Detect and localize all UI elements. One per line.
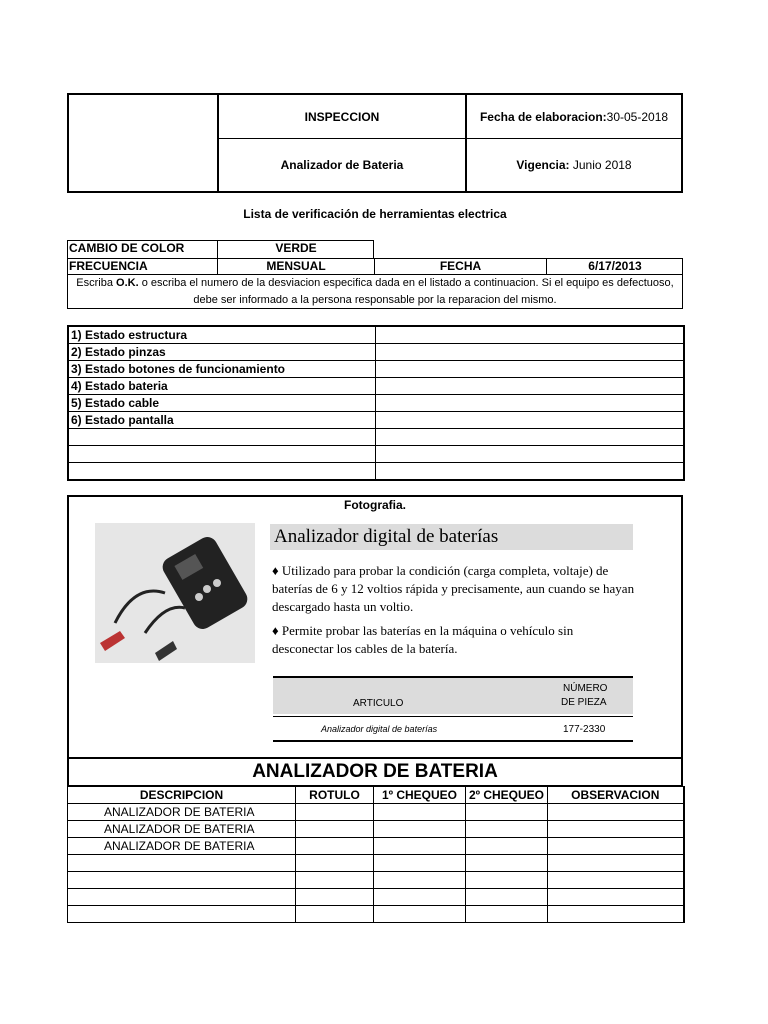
date-field bbox=[467, 95, 681, 138]
validity-label: Vigencia: bbox=[516, 158, 570, 172]
check-item-label: 1) Estado estructura bbox=[68, 326, 375, 344]
log-description bbox=[68, 889, 296, 906]
log-header-cell: 1º CHEQUEO bbox=[374, 787, 466, 804]
battery-analyzer-image bbox=[95, 523, 255, 663]
log-description bbox=[68, 872, 296, 889]
check-item-label bbox=[68, 446, 375, 463]
fecha-label: FECHA bbox=[439, 259, 482, 273]
main-title: ANALIZADOR DE BATERIA bbox=[252, 761, 498, 782]
log-row bbox=[68, 804, 684, 821]
check-row bbox=[68, 378, 684, 395]
catalog-col-article: ARTICULO bbox=[353, 698, 404, 709]
color-value: VERDE bbox=[275, 241, 317, 255]
log-cell[interactable] bbox=[548, 838, 684, 855]
log-cell[interactable] bbox=[296, 838, 374, 855]
check-row bbox=[68, 326, 684, 344]
log-cell[interactable] bbox=[466, 906, 548, 923]
instructions-text bbox=[70, 275, 680, 309]
check-item-label: 2) Estado pinzas bbox=[68, 344, 375, 361]
log-cell[interactable] bbox=[374, 804, 466, 821]
inspection-label: INSPECCION bbox=[304, 109, 380, 124]
log-cell[interactable] bbox=[548, 821, 684, 838]
check-row bbox=[68, 395, 684, 412]
device-name: Analizador de Bateria bbox=[280, 158, 404, 172]
log-cell[interactable] bbox=[296, 804, 374, 821]
validity-field bbox=[467, 139, 681, 191]
frequency-label: FRECUENCIA bbox=[69, 259, 148, 273]
log-table bbox=[67, 786, 683, 923]
battery-analyzer-icon bbox=[95, 523, 255, 663]
check-item-value[interactable] bbox=[375, 378, 684, 395]
log-description bbox=[68, 906, 296, 923]
bullet-1-text: Utilizado para probar la condición (carga completa, voltaje) de baterías de 6 y 12 voltios rápida y precisamente, aun cuando se hayan descargado hasta un voltio. bbox=[272, 563, 635, 614]
instructions-pre: Escriba bbox=[76, 277, 117, 289]
check-item-value[interactable] bbox=[375, 412, 684, 429]
log-row bbox=[68, 872, 684, 889]
log-row bbox=[68, 906, 684, 923]
catalog-col-part-1: NÚMERO bbox=[563, 683, 608, 694]
instructions-ok: O.K. bbox=[116, 277, 139, 289]
log-description: ANALIZADOR DE BATERIA bbox=[68, 821, 296, 838]
checklist-title: Lista de verificación de herramientas electrica bbox=[243, 207, 507, 221]
check-row bbox=[68, 463, 684, 481]
date-label: Fecha de elaboracion: bbox=[479, 109, 607, 124]
photo-label: Fotografia. bbox=[344, 498, 406, 512]
check-row bbox=[68, 446, 684, 463]
check-row bbox=[68, 344, 684, 361]
log-cell[interactable] bbox=[374, 906, 466, 923]
check-item-label: 4) Estado bateria bbox=[68, 378, 375, 395]
bullet-icon: ♦ bbox=[272, 563, 279, 578]
log-cell[interactable] bbox=[548, 804, 684, 821]
check-item-label: 6) Estado pantalla bbox=[68, 412, 375, 429]
log-description: ANALIZADOR DE BATERIA bbox=[68, 804, 296, 821]
log-cell[interactable] bbox=[374, 821, 466, 838]
check-item-value[interactable] bbox=[375, 344, 684, 361]
catalog-bullet-2 bbox=[272, 622, 637, 658]
check-row bbox=[68, 429, 684, 446]
fecha-value: 6/17/2013 bbox=[588, 259, 642, 273]
log-row bbox=[68, 889, 684, 906]
catalog-part-number: 177-2330 bbox=[563, 724, 606, 735]
log-cell[interactable] bbox=[296, 906, 374, 923]
log-cell[interactable] bbox=[296, 821, 374, 838]
catalog-col-part-2: DE PIEZA bbox=[561, 697, 607, 708]
log-row bbox=[68, 838, 684, 855]
log-header-cell: ROTULO bbox=[296, 787, 374, 804]
check-item-label bbox=[68, 429, 375, 446]
checks-table bbox=[67, 325, 683, 481]
check-row bbox=[68, 412, 684, 429]
check-item-value[interactable] bbox=[375, 326, 684, 344]
log-cell[interactable] bbox=[466, 821, 548, 838]
log-cell[interactable] bbox=[548, 855, 684, 872]
log-cell[interactable] bbox=[296, 855, 374, 872]
check-item-label: 3) Estado botones de funcionamiento bbox=[68, 361, 375, 378]
log-cell[interactable] bbox=[548, 906, 684, 923]
log-cell[interactable] bbox=[548, 872, 684, 889]
check-row bbox=[68, 361, 684, 378]
log-cell[interactable] bbox=[374, 838, 466, 855]
catalog-table-divider bbox=[273, 716, 633, 717]
log-header-cell: 2º CHEQUEO bbox=[466, 787, 548, 804]
log-cell[interactable] bbox=[548, 889, 684, 906]
catalog-bullet-1 bbox=[272, 562, 637, 616]
check-item-label: 5) Estado cable bbox=[68, 395, 375, 412]
bullet-2-text: Permite probar las baterías en la máquina o vehículo sin desconectar los cables de la batería. bbox=[272, 623, 574, 656]
log-cell[interactable] bbox=[374, 889, 466, 906]
check-item-value[interactable] bbox=[375, 463, 684, 481]
log-description bbox=[68, 855, 296, 872]
check-item-value[interactable] bbox=[375, 446, 684, 463]
color-change-label: CAMBIO DE COLOR bbox=[69, 241, 185, 255]
log-cell[interactable] bbox=[374, 872, 466, 889]
check-item-value[interactable] bbox=[375, 429, 684, 446]
log-cell[interactable] bbox=[296, 872, 374, 889]
log-cell[interactable] bbox=[466, 855, 548, 872]
log-cell[interactable] bbox=[466, 804, 548, 821]
log-cell[interactable] bbox=[466, 838, 548, 855]
check-item-value[interactable] bbox=[375, 361, 684, 378]
log-cell[interactable] bbox=[374, 855, 466, 872]
log-header-cell: DESCRIPCION bbox=[68, 787, 296, 804]
log-cell[interactable] bbox=[466, 872, 548, 889]
catalog-table bbox=[273, 676, 633, 742]
check-item-label bbox=[68, 463, 375, 481]
validity-value: Junio 2018 bbox=[572, 158, 632, 172]
catalog-title: Analizador digital de baterías bbox=[270, 524, 633, 550]
log-cell[interactable] bbox=[466, 889, 548, 906]
frequency-value: MENSUAL bbox=[266, 259, 326, 273]
log-row bbox=[68, 855, 684, 872]
log-header-cell: OBSERVACION bbox=[548, 787, 684, 804]
log-cell[interactable] bbox=[296, 889, 374, 906]
instructions-post: o escriba el numero de la desviacion especifica dada en el listado a continuacion. Si el equipo es defectuoso, debe ser informado a la persona responsable por la reparacion del mismo. bbox=[138, 277, 674, 306]
log-description: ANALIZADOR DE BATERIA bbox=[68, 838, 296, 855]
date-value: 30-05-2018 bbox=[606, 109, 669, 124]
check-item-value[interactable] bbox=[375, 395, 684, 412]
catalog-item: Analizador digital de baterías bbox=[321, 724, 438, 734]
bullet-icon: ♦ bbox=[272, 623, 279, 638]
log-row bbox=[68, 821, 684, 838]
